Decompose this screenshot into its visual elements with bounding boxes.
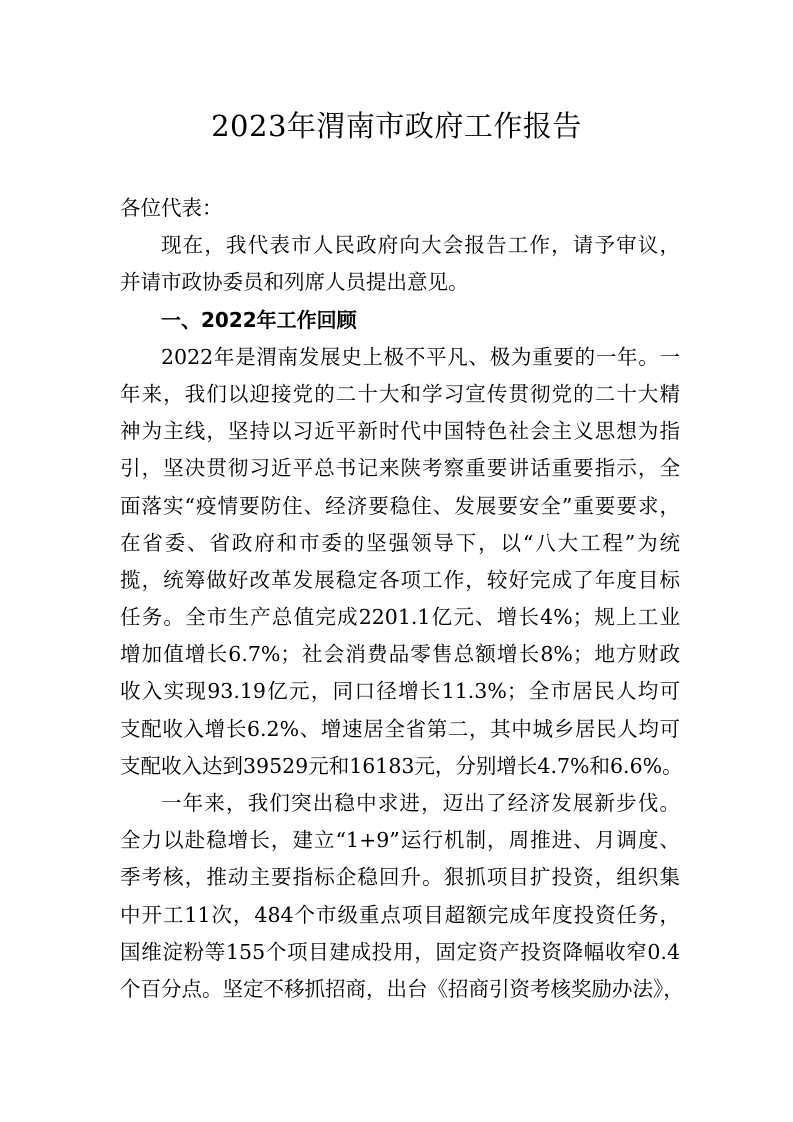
paragraph-line: 增加值增长6.7%；社会消费品零售总额增长8%；地方财政 [120,642,680,667]
intro-line: 现在，我代表市人民政府向大会报告工作，请予审议， [161,233,680,258]
paragraph-line: 任务。全市生产总值完成2201.1亿元、增长4%；规上工业 [120,605,680,630]
paragraph-line: 年来，我们以迎接党的二十大和学习宣传贯彻党的二十大精 [120,381,680,406]
paragraph-line: 收入实现93.19亿元，同口径增长11.3%；全市居民人均可 [120,679,680,704]
paragraph-line: 神为主线，坚持以习近平新时代中国特色社会主义思想为指 [120,419,680,444]
paragraph-line: 支配收入增长6.2%、增速居全省第二，其中城乡居民人均可 [120,716,680,741]
paragraph-line: 个百分点。坚定不移抓招商，出台《招商引资考核奖励办法》， [120,976,684,1001]
paragraph-line: 国维淀粉等155个项目建成投用，固定资产投资降幅收窄0.4 [120,939,680,964]
document-body [120,190,684,1008]
paragraph-line: 引，坚决贯彻习近平总书记来陕考察重要讲话重要指示，全 [120,456,680,481]
intro-line: 并请市政协委员和列席人员提出意见。 [120,270,469,295]
paragraph-line: 在省委、省政府和市委的坚强领导下，以“八大工程”为统 [120,530,680,555]
paragraph-line: 季考核，推动主要指标企稳回升。狠抓项目扩投资，组织集 [120,865,680,890]
paragraph-line: 支配收入达到39529元和16183元，分别增长4.7%和6.6%。 [120,753,683,778]
paragraph-line: 揽，统筹做好改革发展稳定各项工作，较好完成了年度目标 [120,567,680,592]
section-heading: 一、2022年工作回顾 [161,307,357,332]
paragraph-line: 全力以赴稳增长，建立“1+9”运行机制，周推进、月调度、 [120,828,680,853]
salutation: 各位代表： [120,196,223,220]
paragraph-line: 2022年是渭南发展史上极不平凡、极为重要的一年。一 [161,344,680,369]
paragraph-line: 一年来，我们突出稳中求进，迈出了经济发展新步伐。 [161,791,680,815]
document-title: 2023年渭南市政府工作报告 [211,109,582,143]
paragraph-line: 中开工11次，484个市级重点项目超额完成年度投资任务， [120,902,680,927]
paragraph-line: 面落实“疫情要防住、经济要稳住、发展要安全”重要要求， [120,493,680,518]
